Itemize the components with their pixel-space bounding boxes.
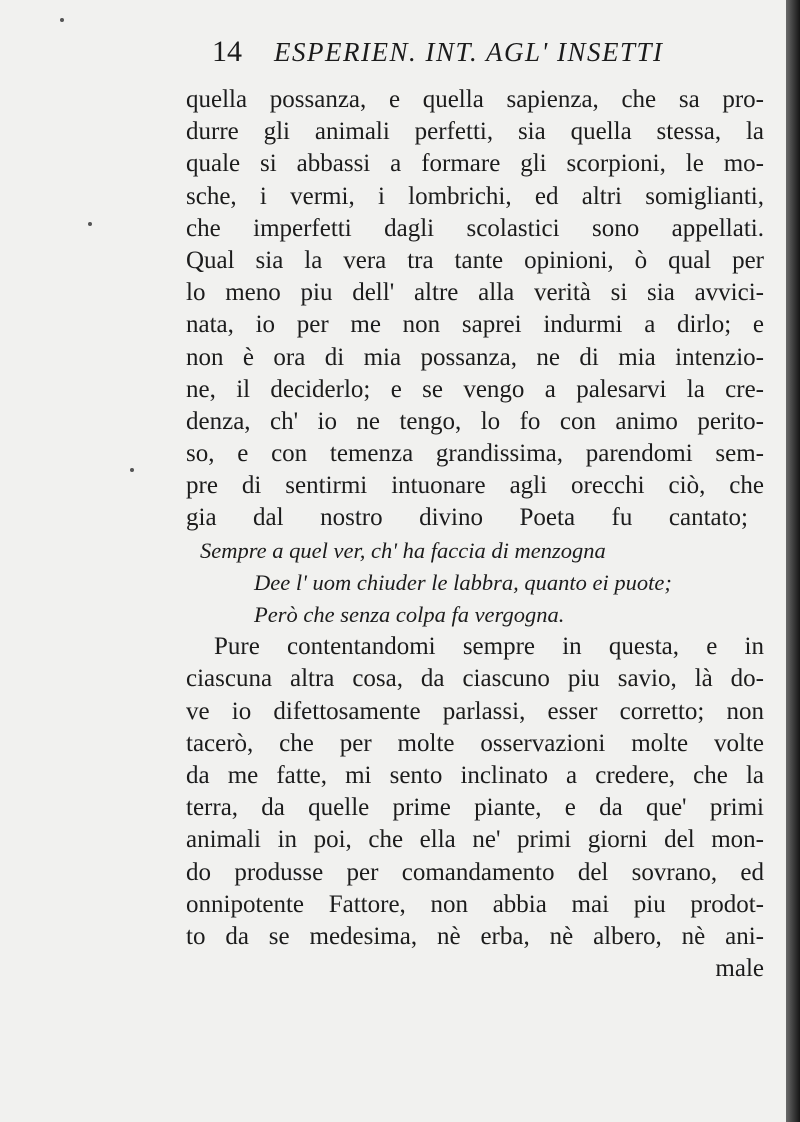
page-edge-shadow <box>786 0 800 1122</box>
verse-line: Sempre a quel ver, ch' ha faccia di menzogna <box>200 537 606 563</box>
text-line: gia dal nostro divino Poeta fu cantato; <box>186 504 748 532</box>
text-line: lo meno piu dell' altre alla verità si sia avvici- <box>186 279 764 307</box>
verse-line: Dee l' uom chiuder le labbra, quanto ei puote; <box>254 569 672 595</box>
text-line: ve io difettosamente parlassi, esser corretto; non <box>186 697 764 725</box>
ink-speck <box>130 468 134 472</box>
text-line: ciascuna altra cosa, da ciascuno piu savio, là do- <box>186 665 764 693</box>
text-line: Pure contentandomi sempre in questa, e in <box>214 633 764 661</box>
text-line: nata, io per me non saprei indurmi a dirlo; e <box>186 311 764 339</box>
verse-line: Però che senza colpa fa vergogna. <box>254 602 565 627</box>
ink-speck <box>60 18 64 22</box>
text-line: so, e con temenza grandissima, parendomi sem- <box>186 440 764 468</box>
text-line: Qual sia la vera tra tante opinioni, ò qual per <box>186 246 764 274</box>
catchword: male <box>715 955 764 983</box>
text-line: pre di sentirmi intuonare agli orecchi ciò, che <box>186 472 764 500</box>
body-text <box>186 84 764 985</box>
text-line: non è ora di mia possanza, ne di mia intenzio- <box>186 343 764 371</box>
text-line: quella possanza, e quella sapienza, che sa pro- <box>186 86 764 113</box>
text-line: animali in poi, che ella ne' primi giorni del mon- <box>186 826 764 854</box>
text-line: che imperfetti dagli scolastici sono appellati. <box>186 214 764 242</box>
text-line: terra, da quelle prime piante, e da que' primi <box>186 794 764 822</box>
text-line: ne, il deciderlo; e se vengo a palesarvi la cre- <box>186 375 764 403</box>
text-line: sche, i vermi, i lombrichi, ed altri somiglianti, <box>186 182 764 210</box>
text-line: tacerò, che per molte osservazioni molte volte <box>186 729 764 757</box>
text-line: da me fatte, mi sento inclinato a credere, che la <box>186 761 764 789</box>
text-line: durre gli animali perfetti, sia quella stessa, la <box>186 118 764 146</box>
running-title: ESPERIEN. INT. AGL' INSETTI <box>274 37 664 67</box>
text-line: denza, ch' io ne tengo, lo fo con animo perito- <box>186 407 764 435</box>
ink-speck <box>88 222 92 226</box>
text-line: to da se medesima, nè erba, nè albero, nè ani- <box>186 922 764 950</box>
text-line: do produsse per comandamento del sovrano, ed <box>186 858 764 886</box>
page-number: 14 <box>212 35 242 68</box>
text-line: onnipotente Fattore, non abbia mai piu prodot- <box>186 890 764 918</box>
text-line: quale si abbassi a formare gli scorpioni, le mo- <box>186 150 764 178</box>
page-header <box>212 30 732 74</box>
